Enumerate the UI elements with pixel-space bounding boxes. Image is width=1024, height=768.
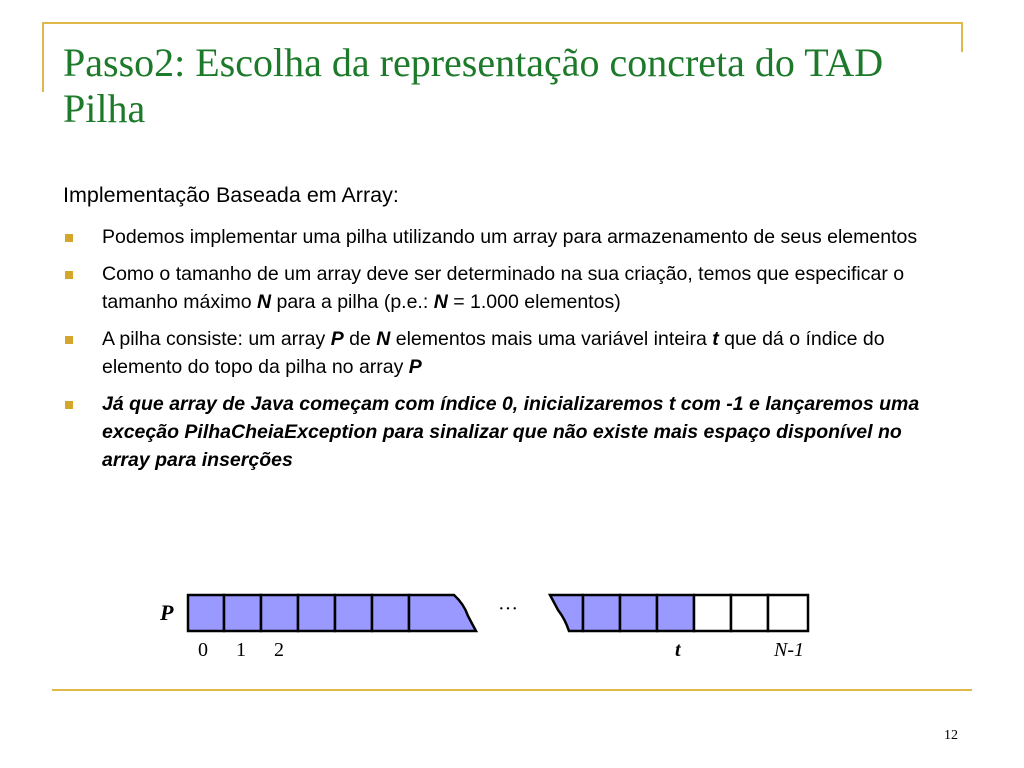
bullet-item-1: [64, 223, 944, 251]
bullet-text-clip: [102, 390, 944, 486]
index-1: 1: [236, 639, 246, 661]
frame-left-line: [42, 22, 44, 92]
square-bullet-icon: [65, 271, 73, 279]
bullet-text-part: que dá o índice do elemento do topo da pilha no array: [102, 328, 885, 378]
bullet-text: Podemos implementar uma pilha utilizando um array para armazenamento de seus elementos: [102, 226, 918, 248]
array-cell-top: [657, 595, 694, 631]
bullet-item-4: [64, 390, 944, 486]
bullet-item-2: [64, 260, 944, 316]
bullet-text-part: A pilha consiste: um array: [102, 328, 331, 350]
bullet-item-3: [64, 325, 944, 381]
array-cell: [583, 595, 620, 631]
bullet-text-part: = 1.000 elementos): [447, 291, 621, 313]
square-bullet-icon: [65, 401, 73, 409]
slide-title: Passo2: Escolha da representação concreta do TAD Pilha: [63, 40, 884, 131]
array-cell-empty: [768, 595, 808, 631]
index-t: t: [675, 639, 681, 661]
array-torn-cell: [550, 595, 583, 631]
array-right-segment: [550, 595, 808, 631]
array-cell: [620, 595, 657, 631]
square-bullet-icon: [65, 234, 73, 242]
frame-bottom-line: [52, 689, 972, 691]
square-bullet-icon: [65, 336, 73, 344]
variable-p: P: [330, 328, 344, 350]
bullet-text-part: de: [343, 328, 377, 350]
array-cell: [188, 595, 224, 631]
array-cell: [224, 595, 261, 631]
array-diagram: [150, 582, 820, 667]
array-cell: [372, 595, 409, 631]
index-2: 2: [274, 639, 284, 661]
index-0: 0: [198, 639, 208, 661]
variable-p: P: [408, 356, 422, 378]
bullet-text: Já que array de Java começam com índice 0, inicializaremos t com -1 e lançaremos uma exceção PilhaCheiaException para sinalizar que não existe mais espaço disponível no array para inserções: [102, 393, 920, 471]
array-cell: [261, 595, 298, 631]
bullet-text-part: para a pilha (p.e.:: [271, 291, 434, 313]
array-cell: [335, 595, 372, 631]
array-label-p: P: [160, 600, 174, 625]
bullet-text-part: Como o tamanho de um array deve ser determinado na sua criação, temos que especificar o tamanho máximo: [102, 263, 905, 313]
array-torn-cell: [409, 595, 476, 631]
variable-t: t: [712, 328, 719, 350]
index-n-minus-1: N-1: [774, 639, 804, 661]
array-ellipsis: ···: [498, 598, 518, 620]
slide-subtitle: Implementação Baseada em Array:: [63, 183, 399, 207]
variable-n: N: [433, 291, 448, 313]
frame-top-line: [42, 22, 963, 24]
array-cell-empty: [694, 595, 731, 631]
bullet-list: [64, 223, 944, 495]
page-number: 12: [944, 728, 958, 743]
bullet-text-part: elementos mais uma variável inteira: [390, 328, 713, 350]
variable-n: N: [376, 328, 391, 350]
variable-n: N: [256, 291, 272, 313]
array-left-segment: [188, 595, 476, 631]
array-cell: [298, 595, 335, 631]
array-cell-empty: [731, 595, 768, 631]
